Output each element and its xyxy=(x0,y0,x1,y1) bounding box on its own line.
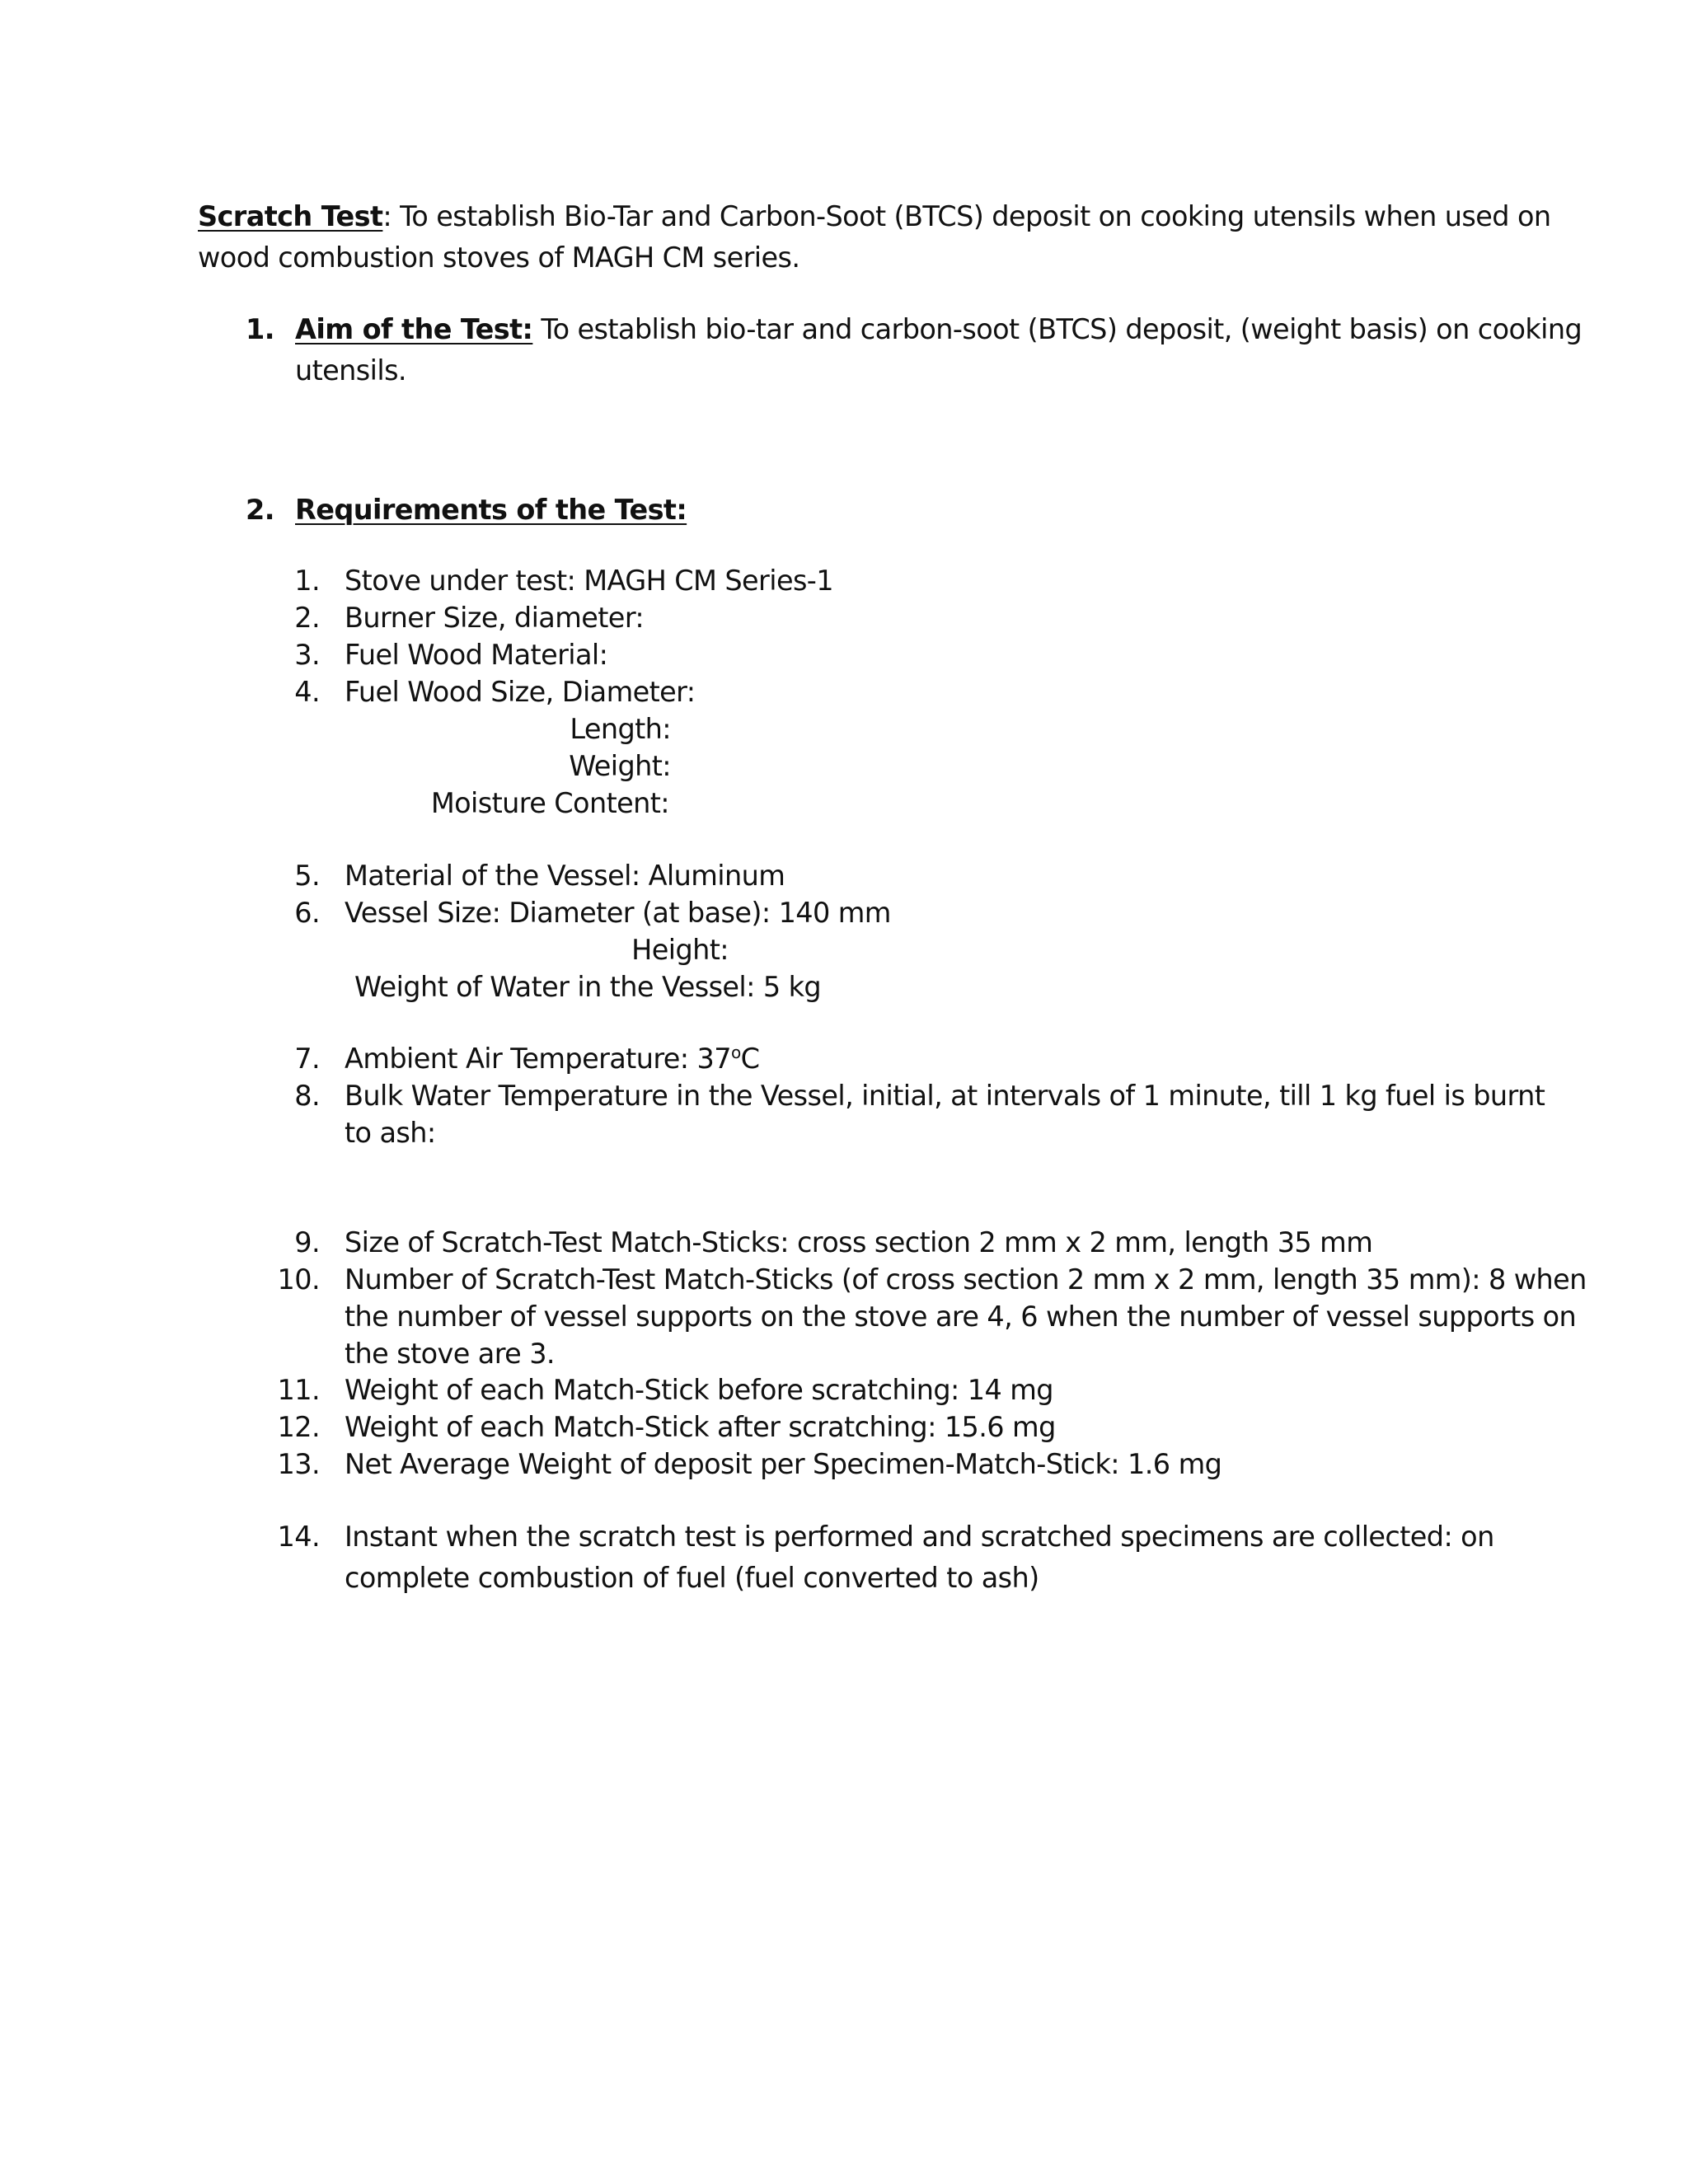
section-1-text: To establish bio-tar and carbon-soot (BTCS) deposit, (weight basis) on cooking xyxy=(532,313,1582,345)
req-4-moisture: Moisture Content: xyxy=(430,787,669,819)
title-line-1 xyxy=(198,200,1551,232)
req-11-text: Weight of each Match-Stick before scratching: 14 mg xyxy=(345,1374,1053,1406)
req-10-line-2: the number of vessel supports on the stove are 4, 6 when the number of vessel supports on xyxy=(345,1301,1577,1333)
req-11-number: 11. xyxy=(277,1374,320,1406)
req-14-line-2: complete combustion of fuel (fuel converted to ash) xyxy=(345,1562,1039,1594)
section-1-line-2: utensils. xyxy=(295,354,406,387)
req-9-text: Size of Scratch-Test Match-Sticks: cross section 2 mm x 2 mm, length 35 mm xyxy=(345,1226,1373,1258)
req-6-water-weight: Weight of Water in the Vessel: 5 kg xyxy=(354,971,822,1003)
req-3-text: Fuel Wood Material: xyxy=(345,639,608,671)
title-text: : To establish Bio-Tar and Carbon-Soot (BTCS) deposit on cooking utensils when used on xyxy=(382,200,1551,232)
title-heading: Scratch Test xyxy=(198,200,383,232)
req-4-weight: Weight: xyxy=(569,750,671,782)
req-7-text xyxy=(345,1042,760,1075)
req-2-number: 2. xyxy=(294,602,320,634)
req-8-number: 8. xyxy=(294,1080,320,1112)
req-9-number: 9. xyxy=(294,1226,320,1258)
req-2-text: Burner Size, diameter: xyxy=(345,602,645,634)
req-10-line-3: the stove are 3. xyxy=(345,1338,555,1370)
req-10-number: 10. xyxy=(277,1263,320,1296)
req-12-text: Weight of each Match-Stick after scratching: 15.6 mg xyxy=(345,1411,1056,1443)
req-6-height: Height: xyxy=(631,934,729,966)
req-4-number: 4. xyxy=(294,676,320,708)
section-2-heading: Requirements of the Test: xyxy=(295,494,687,526)
req-7-unit: C xyxy=(740,1043,760,1075)
req-1-number: 1. xyxy=(294,565,320,597)
req-5-number: 5. xyxy=(294,860,320,892)
req-6-text: Vessel Size: Diameter (at base): 140 mm xyxy=(345,897,891,929)
req-4-text: Fuel Wood Size, Diameter: xyxy=(345,676,696,708)
req-13-number: 13. xyxy=(277,1448,320,1480)
req-7-text-main: Ambient Air Temperature: 37 xyxy=(345,1043,731,1075)
req-14-number: 14. xyxy=(277,1521,320,1553)
req-10-line-1: Number of Scratch-Test Match-Sticks (of cross section 2 mm x 2 mm, length 35 mm): 8 when xyxy=(345,1263,1587,1296)
req-4-length: Length: xyxy=(570,713,671,745)
section-1-number: 1. xyxy=(246,313,274,345)
req-8-line-2: to ash: xyxy=(345,1117,436,1149)
req-13-text: Net Average Weight of deposit per Specimen-Match-Stick: 1.6 mg xyxy=(345,1448,1222,1480)
section-2-number: 2. xyxy=(246,494,274,526)
req-5-text: Material of the Vessel: Aluminum xyxy=(345,860,785,892)
title-line-2: wood combustion stoves of MAGH CM series. xyxy=(198,241,800,274)
req-8-line-1: Bulk Water Temperature in the Vessel, initial, at intervals of 1 minute, till 1 kg fuel is burnt xyxy=(345,1080,1545,1112)
req-6-number: 6. xyxy=(294,897,320,929)
req-3-number: 3. xyxy=(294,639,320,671)
req-1-text: Stove under test: MAGH CM Series-1 xyxy=(345,565,834,597)
req-7-degree: o xyxy=(730,1042,741,1062)
req-12-number: 12. xyxy=(277,1411,320,1443)
section-1-line-1 xyxy=(295,313,1582,345)
req-7-number: 7. xyxy=(294,1043,320,1075)
req-14-line-1: Instant when the scratch test is performed and scratched specimens are collected: on xyxy=(345,1521,1494,1553)
section-1-heading: Aim of the Test: xyxy=(295,313,533,345)
